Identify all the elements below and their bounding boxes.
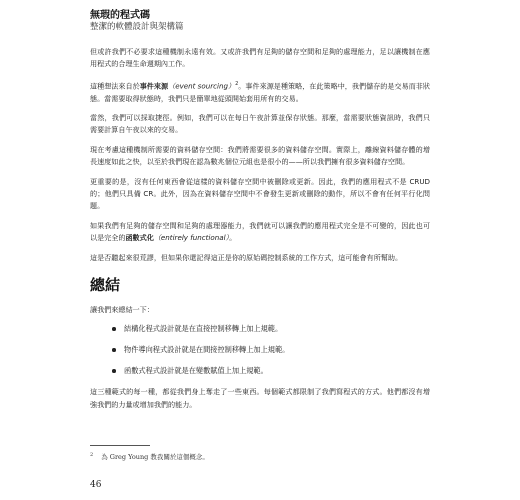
section-intro: 讓我們來總結一下：	[90, 305, 154, 315]
p2-term: 事件來源	[139, 81, 169, 91]
running-header	[90, 10, 490, 33]
p6-pre: 如果我們有足夠的儲存空間和足夠的處理器能力，我們就可以讓我們的應用程式完全是不可變的，因此也可以是完全的	[90, 220, 430, 243]
footnote-ref[interactable]: 2	[235, 80, 239, 87]
footnote	[90, 450, 430, 462]
paragraph-6	[90, 220, 430, 245]
paragraph-5: 更重要的是，沒有任何東西會從這樣的資料儲存空間中被刪除或更新。因此，我們的應用程式不是 CRUD 的；他們只具備 CR。此外，因為在資料儲存空間中不會發生更新或刪除的動作，所以不會有任何平行化問題。	[90, 176, 430, 211]
p6-term: 函數式化	[125, 233, 154, 243]
book-subtitle: 整潔的軟體設計與架構篇	[90, 22, 184, 32]
p6-post: 。	[229, 233, 237, 243]
page-number: 46	[90, 480, 102, 490]
list-item-text: 結構化程式設計就是在直接控制移轉上加上規範。	[124, 324, 283, 334]
bullet-icon	[112, 369, 116, 373]
list-item-text: 函數式程式設計就是在變數賦值上加上規範。	[124, 366, 268, 376]
section-title: 總結	[90, 276, 121, 295]
p6-term-en: （entirely functional）	[153, 233, 230, 243]
paragraph-3: 當然，我們可以採取捷徑。例如，我們可以在每日午夜計算並保存狀態。那麼，當需要狀態資訊時，我們只需要計算自午夜以來的交易。	[90, 112, 430, 135]
p2-post: 。事件來源是種策略，在此策略中，我們儲存的是交易而非狀態。當需要取得狀態時，我們只是簡單地從頭開始套用所有的交易。	[90, 81, 431, 103]
p2-term-en: （event sourcing）	[168, 81, 236, 91]
paragraph-4: 現在考慮這種機制所需要的資料儲存空間：我們將需要很多的資料儲存空間。實際上，離線資料儲存體的增長速度如此之快，以至於我們現在認為數兆個位元組也是很小的——所以我們擁有很多資料儲存空間。	[90, 144, 430, 167]
summary-list	[90, 323, 430, 377]
book-title: 無瑕的程式碼	[90, 10, 150, 21]
list-item	[90, 344, 430, 356]
list-item-text: 物件導向程式設計就是在間接控制移轉上加上規範。	[124, 345, 290, 355]
p2-pre: 這種想法來自於	[90, 81, 140, 91]
paragraph-2	[90, 78, 430, 105]
list-item	[90, 323, 430, 335]
section-closing: 這三種範式的每一種，都從我們身上奪走了一些東西。每個範式都限制了我們寫程式的方式。他們都沒有增強我們的力量或增加我們的能力。	[90, 387, 430, 409]
paragraph-7: 這是否聽起來很荒謬，但如果你還記得這正是你的原始碼控制系統的工作方式，這可能會有所幫助。	[90, 252, 403, 262]
bullet-icon	[112, 327, 116, 331]
footnote-text: 為 Greg Young 教我關於這個概念。	[101, 453, 209, 462]
page-body	[90, 46, 430, 418]
paragraph-1: 但或許我們不必要求這種機制永遠有效。又或許我們有足夠的儲存空間和足夠的處理能力，足以讓機制在應用程式的合理生命週期內工作。	[90, 47, 430, 69]
list-item	[90, 365, 430, 377]
bullet-icon	[112, 348, 116, 352]
footnote-mark: 2	[90, 452, 94, 458]
footnote-divider	[90, 445, 150, 446]
